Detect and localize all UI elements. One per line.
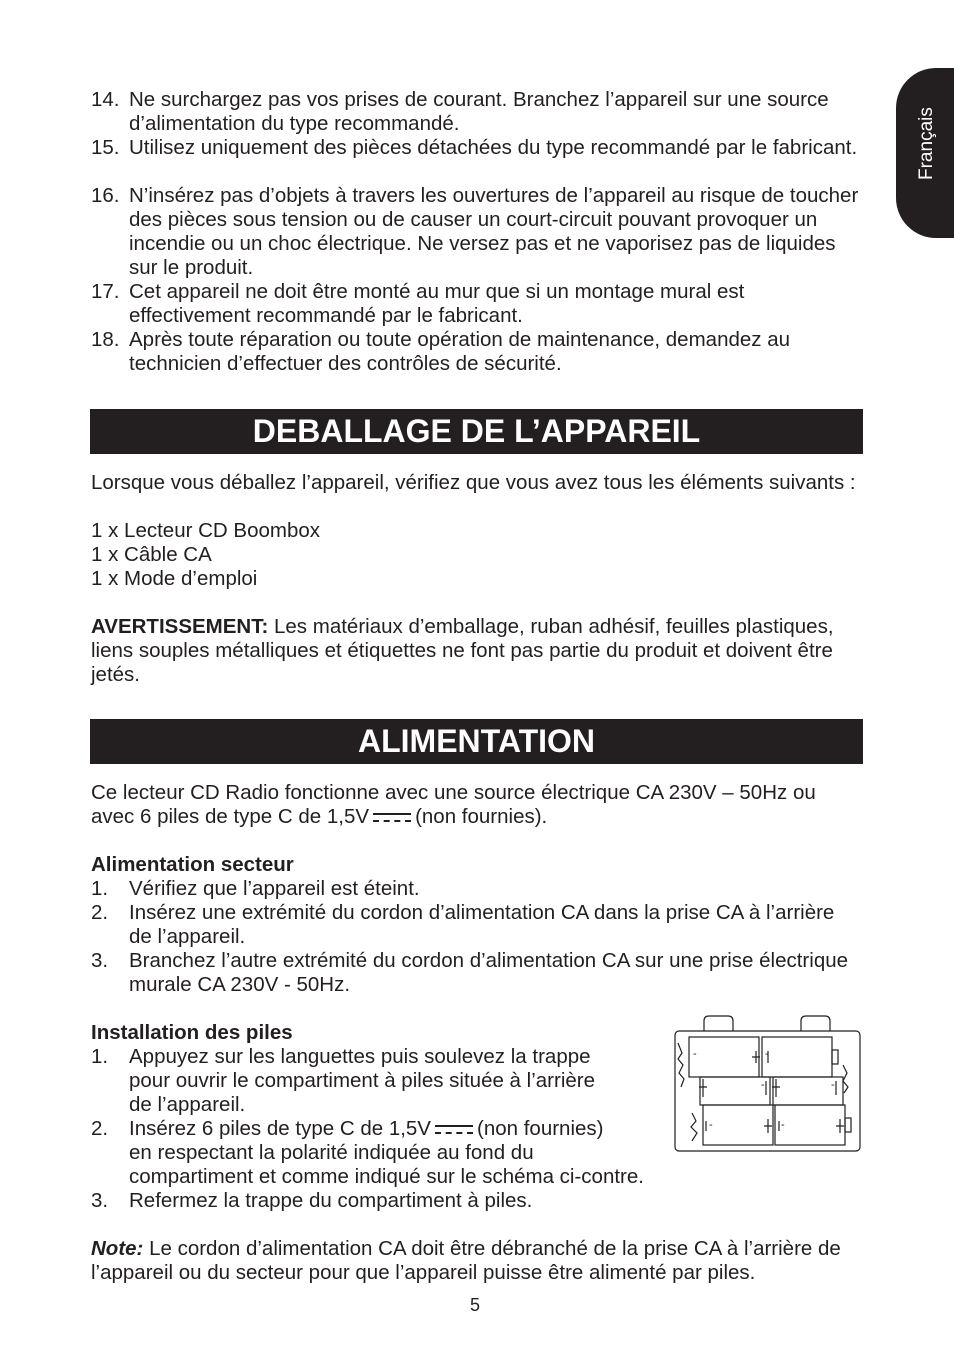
warning-paragraph (91, 615, 861, 687)
list-item: 1. Vérifiez que l’appareil est éteint. (91, 877, 420, 900)
svg-text:-: - (831, 1079, 835, 1091)
list-item: 1. Appuyez sur les languettes puis soulevez la trappe pour ouvrir le compartiment à piles située à l’arrière de l’appareil. (91, 1045, 596, 1116)
svg-text:-: - (693, 1048, 697, 1060)
unpacking-intro: Lorsque vous déballez l’appareil, vérifiez que vous avez tous les éléments suivants : (91, 471, 856, 494)
note-paragraph (91, 1237, 861, 1285)
contents-item: 1 x Mode d’emploi (91, 567, 258, 590)
section-heading-power: ALIMENTATION (90, 719, 863, 764)
list-item: 2. Insérez une extrémité du cordon d’alimentation CA dans la prise CA à l’arrière de l’appareil. (91, 901, 835, 948)
warning-label: AVERTISSEMENT: (91, 615, 269, 638)
list-item: 3. Branchez l’autre extrémité du cordon d’alimentation CA sur une prise électrique murale CA 230V - 50Hz. (91, 949, 849, 996)
mains-title: Alimentation secteur (91, 853, 294, 876)
power-intro: Ce lecteur CD Radio fonctionne avec une source électrique CA 230V – 50Hz ou avec 6 piles de type C de 1,5V (non fournies). (91, 781, 816, 828)
note-label: Note: (91, 1237, 144, 1260)
svg-text:-: - (765, 1048, 769, 1060)
page-number: 5 (470, 1295, 481, 1315)
list-item: 16. N’insérez pas d’objets à travers les ouvertures de l’appareil au risque de toucher des pièces sous tension ou de causer un court-circuit pouvant provoquer un incendie ou un choc électrique. Ne versez pas et ne vaporisez pas de liquides sur le produit. (91, 184, 859, 279)
warning-text: Les matériaux d’emballage, ruban adhésif, feuilles plastiques, liens souples métalliques et étiquettes ne font pas partie du produit et doivent être jetés. (91, 615, 834, 686)
list-item: 2. Insérez 6 piles de type C de 1,5V (non fournies) en respectant la polarité indiquée au fond du compartiment et comme indiqué sur le schéma ci-contre. (91, 1117, 644, 1188)
language-tab-label: Français (916, 107, 937, 180)
list-item: 18. Après toute réparation ou toute opération de maintenance, demandez au technicien d’effectuer des contrôles de sécurité. (91, 328, 791, 375)
dc-symbol-icon (373, 812, 411, 824)
contents-item: 1 x Câble CA (91, 543, 212, 566)
list-item: 3. Refermez la trappe du compartiment à piles. (91, 1189, 533, 1212)
list-item: 17. Cet appareil ne doit être monté au mur que si un montage mural est effectivement recommandé par le fabricant. (91, 280, 745, 327)
section-heading-unpacking: DEBALLAGE DE L’APPAREIL (90, 409, 863, 454)
svg-text:-: - (709, 1119, 713, 1131)
battery-compartment-diagram-icon (673, 1013, 863, 1153)
note-text: Le cordon d’alimentation CA doit être débranché de la prise CA à l’arrière de l’appareil ou du secteur pour que l’appareil puisse être alimenté par piles. (91, 1237, 841, 1284)
svg-text:-: - (781, 1119, 785, 1131)
contents-item: 1 x Lecteur CD Boombox (91, 519, 321, 542)
list-item: 15. Utilisez uniquement des pièces détachées du type recommandé par le fabricant. (91, 136, 858, 159)
battery-title: Installation des piles (91, 1021, 293, 1044)
list-item: 14. Ne surchargez pas vos prises de courant. Branchez l’appareil sur une source d’alimentation du type recommandé. (91, 88, 829, 135)
svg-text:-: - (761, 1079, 765, 1091)
dc-symbol-icon (435, 1124, 473, 1136)
